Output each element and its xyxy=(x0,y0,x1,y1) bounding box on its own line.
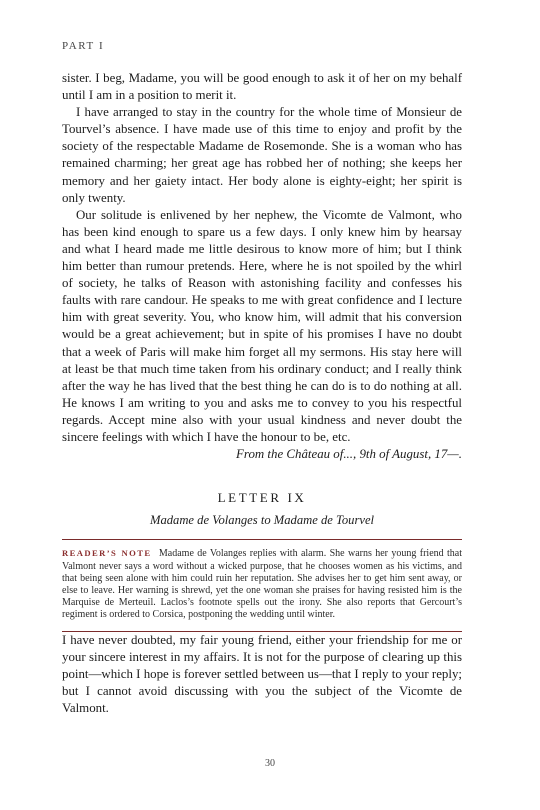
paragraph-3: Our solitude is enlivened by her nephew, the Vicomte de Valmont, who has been kind enough to spare us a few days. I only knew him by hearsay and what I heard made me little desirous to know more of him; but I think him better than rumour pretends. Here, where he is not spoiled by the whirl of society, he talks of Reason with astonishing facility and confesses his faults with rare candour. He speaks to me with great confidence and I lecture him with great severity. You, who know him, will admit that his conversion would be a great achievement; but in spite of his promises I have no doubt that a week of Paris will make him forget all my sermons. His stay here will at least be that much time taken from his ordinary conduct; and I really think after the way he has lived that the best thing he can do is to do nothing at all. He knows I am writing to you and asks me to convey to you his respectful regards. Accept mine also with your usual kindness and never doubt the sincere feelings with which I have the honour to be, etc. xyxy=(62,207,462,444)
readers-note-label: READER’S NOTE xyxy=(62,548,152,559)
paragraph-1: sister. I beg, Madame, you will be good enough to ask it of her on my behalf until I am in a position to merit it. xyxy=(62,71,462,103)
letter-opening: I have never doubted, my fair young friend, either your friendship for me or your sincere interest in my affairs. It is not for the purpose of clearing up this point—which I hope is forever settled between us—that I reply to your reply; but I cannot avoid discussing with you the subject of the Vicomte de Valmont. xyxy=(62,632,462,715)
letter-subtitle: Madame de Volanges to Madame de Tourvel xyxy=(149,513,375,528)
readers-note xyxy=(62,539,462,631)
page-number: 30 xyxy=(265,758,275,769)
text-block xyxy=(62,70,462,717)
readers-note-text: Madame de Volanges replies with alarm. She warns her young friend that Valmont never says a word without a wicked purpose, that he chooses women as his victims, and that being seen alone with him could ruin her reputation. She advises her to get him sent away, or else to leave. Her warning is shrewd, yet the one woman she praises for having resisted him is the Marquise de Merteuil. Laclos’s footnote spells out the irony. She also reports that Gercourt’s regiment is ordered to Corsica, postponing the wedding until winter. xyxy=(62,548,463,621)
letter-title: LETTER IX xyxy=(217,490,307,506)
letter-signoff: From the Château of..., 9th of August, 17—. xyxy=(236,447,462,462)
running-head: PART I xyxy=(62,40,105,52)
paragraph-2: I have arranged to stay in the country for the whole time of Monsieur de Tourvel’s absence. I have made use of this time to enjoy and profit by the society of the respectable Madame de Rosemonde. She is a woman who has remained charming; her great age has robbed her of nothing; she keeps her memory and her gaiety intact. Her body alone is eighty-eight; her spirit is only twenty. xyxy=(62,105,462,205)
